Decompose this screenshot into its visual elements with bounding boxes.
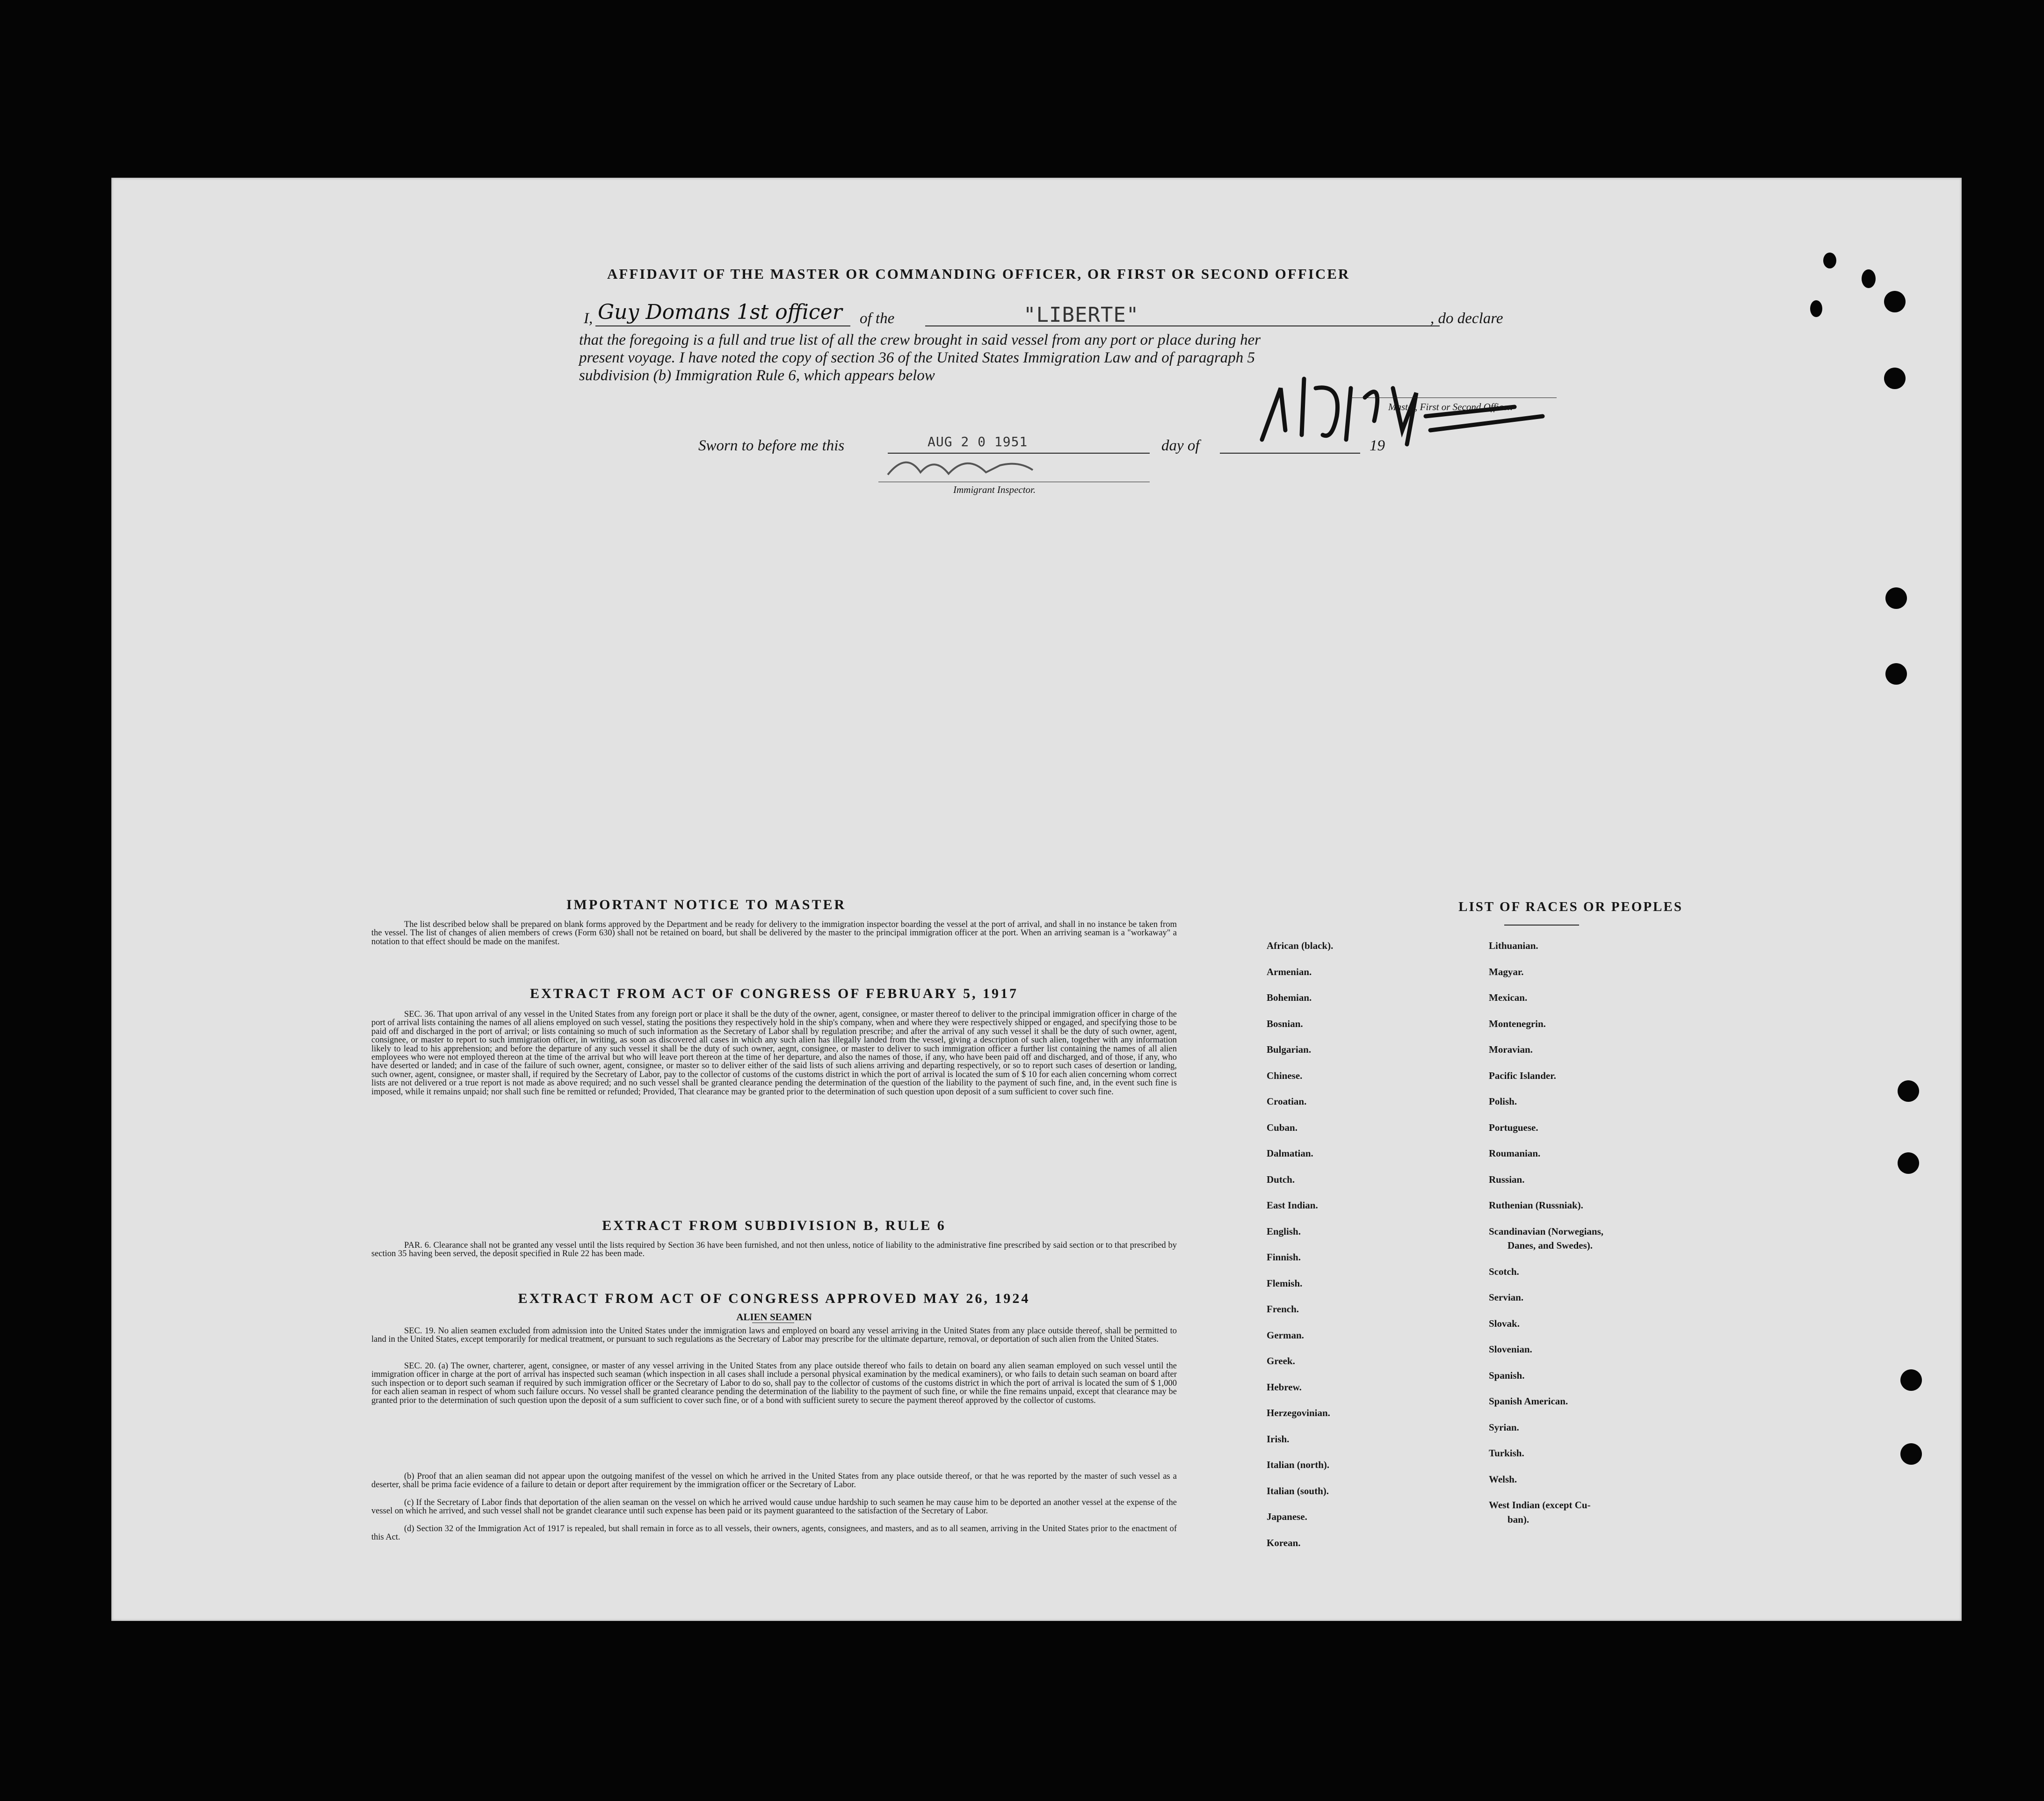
- extract-rule6-title: EXTRACT FROM SUBDIVISION B, RULE 6: [602, 1218, 946, 1233]
- affidavit-line3: present voyage. I have noted the copy of section 36 of the United States Immigration Law and of paragraph 5: [579, 349, 1255, 366]
- binder-hole: [1885, 587, 1907, 609]
- race-item: Korean.: [1267, 1537, 1301, 1548]
- sworn-prefix: Sworn to before me this: [698, 437, 845, 454]
- extract-1917-title: EXTRACT FROM ACT OF CONGRESS OF FEBRUARY 5, 1917: [529, 986, 1019, 1001]
- race-item: Spanish American.: [1489, 1396, 1568, 1407]
- race-item: French.: [1267, 1303, 1299, 1315]
- race-item: Herzegovinian.: [1267, 1407, 1330, 1418]
- race-item: Irish.: [1267, 1433, 1290, 1445]
- officer-name-handwritten: Guy Domans 1st officer: [598, 300, 842, 324]
- race-item: Armenian.: [1267, 966, 1312, 977]
- binder-hole: [1884, 291, 1906, 312]
- race-item: Polish.: [1489, 1096, 1517, 1107]
- race-item: Welsh.: [1489, 1473, 1517, 1485]
- race-item: Scotch.: [1489, 1266, 1519, 1277]
- officer-name-line: [595, 325, 850, 326]
- race-item: Ruthenian (Russniak).: [1489, 1200, 1583, 1211]
- race-item: Japanese.: [1267, 1511, 1307, 1522]
- race-item: Cuban.: [1267, 1121, 1297, 1133]
- affidavit-line1-prefix: I,: [584, 310, 593, 327]
- race-item: Russian.: [1489, 1173, 1525, 1185]
- race-item: Dalmatian.: [1267, 1148, 1313, 1159]
- extract-1924-title: EXTRACT FROM ACT OF CONGRESS APPROVED MAY 26, 1924: [518, 1291, 1030, 1306]
- race-item: Mexican.: [1489, 992, 1528, 1003]
- race-item: Flemish.: [1267, 1277, 1303, 1289]
- notice-body: The list described below shall be prepared on blank forms approved by the Department and be ready for delivery to the immigration inspector boarding the vessel at the port of arrival, and shall in no instance be taken from the vessel. The list of changes of alien members of crews (Form 630) shall not be retained on board, but shall be delivered by the master to the principal immigration officer at the port. When an arriving seaman is a "workaway" a notation to that effect should be made on the manifest.: [371, 920, 1177, 947]
- race-item: ban).: [1508, 1513, 1529, 1525]
- binder-hole: [1898, 1080, 1919, 1102]
- extract-1924-sec20c: (c) If the Secretary of Labor finds that deportation of the alien seaman on the vessel on which he arrived would cause undue hardship to such seamen he may cause him to be deported an another vessel at the expense of the vessel on which he arrived, and such vessel shall not be grandet clearance until such expense has been paid or its payment guaranteed to the satisfaction of the Secretary of Labor.: [371, 1498, 1177, 1516]
- race-item: Pacific Islander.: [1489, 1070, 1556, 1081]
- race-item: Hebrew.: [1267, 1381, 1302, 1393]
- race-item: Danes, and Swedes).: [1508, 1240, 1593, 1251]
- extract-1924-sec20d: (d) Section 32 of the Immigration Act of 1917 is repealed, but shall remain in force as to all vessels, their owners, agents, consignees, and masters, and as to all seamen, arriving in the United States prior to the enactment of this Act.: [371, 1524, 1177, 1542]
- sworn-date-stamp: AUG 2 0 1951: [928, 434, 1028, 449]
- race-item: German.: [1267, 1329, 1304, 1341]
- vessel-name: "LIBERTE": [1023, 303, 1139, 327]
- race-item: Spanish.: [1489, 1369, 1525, 1381]
- affidavit-line4: subdivision (b) Immigration Rule 6, which appears below: [579, 367, 935, 384]
- races-right-column: [1489, 940, 1603, 1540]
- binder-hole: [1823, 253, 1836, 268]
- binder-hole: [1810, 300, 1822, 317]
- race-item: Portuguese.: [1489, 1121, 1538, 1133]
- extract-rule6-body: PAR. 6. Clearance shall not be granted any vessel until the lists required by Section 36 have been furnished, and not then unless, notice of liability to the administrative fine prescribed by said section or to that prescribed by section 35 having been served, the deposit specified in Rule 22 has been made.: [371, 1241, 1177, 1259]
- races-left-column: [1267, 940, 1333, 1563]
- binder-hole: [1885, 663, 1907, 685]
- race-item: Montenegrin.: [1489, 1018, 1546, 1029]
- affidavit-line2: that the foregoing is a full and true list of all the crew brought in said vessel from any port or place during her: [579, 332, 1261, 348]
- binder-hole: [1898, 1152, 1919, 1174]
- race-item: East Indian.: [1267, 1200, 1318, 1211]
- sworn-month-line: [1220, 453, 1360, 454]
- race-item: African (black).: [1267, 940, 1334, 951]
- affidavit-of-the: of the: [860, 310, 895, 327]
- document-page: [111, 178, 1962, 1621]
- vessel-name-line: [925, 325, 1440, 326]
- extract-1924-sec19: SEC. 19. No alien seamen excluded from admission into the United States under the immigration laws and employed on board any vessel arriving in the United States from any place outside thereof, shall be permitted to land in the United States, except temporarily for medical treatment, or pursuant to such regulations as the Secretary of Labor may prescribe for the ultimate departure, removal, or deportation of such alien from the United States.: [371, 1326, 1177, 1345]
- binder-hole: [1884, 368, 1906, 389]
- extract-1917-body: SEC. 36. That upon arrival of any vessel in the United States from any foreign port or place it shall be the duty of the owner, agent, consignee, or master thereof to deliver to the principal immigration officer in charge of the port of arrival lists containing the names of all aliens employed on such vessel, stating the positions they respectively hold in the ship's company, when and where they were respectively shipped or engaged, and specifying those to be paid off and discharged in the port of arrival; or lists containing so much of such information as the Secretary of Labor shall by regulation prescribe; and after the arrival of any such vessel it shall be the duty of such owner, agent, consignee, or master to report to such immigration officer, in writing, as soon as discovered all cases in which any such alien has illegally landed from the vessel, giving a description of such alien, together with any information likely to lead to his apprehension; and before the departure of any such vessel it shall be the duty of such owner, aegnt, consignee, or master to deliver to such immigration officer a further list containing the names of all alien employees who were not employed thereon at the time of the arrival but who will leave port thereon at the time of her departure, and also the names of those, if any, who have been paid off and discharged, and of those, if any, who have deserted or landed; and in case of the failure of such owner, agent, consignee, or master so to deliver either of the said lists of such aliens arriving and departing respectively, or so to report such cases of desertion or landing, such owner, agent, consignee, or master shall, if required by the Secretary of Labor, pay to the collector of customs of the customs district in which the port of arrival is located the sum of $ 10 for each alien concerning whom correct lists are not delivered or a true report is not made as above required; and no such vessel shall be granted clearance pending the determination of the question of the liability to the payment of such fine, and, in the event such fine is imposed, while it remains unpaid; nor shall such fine be remitted or refunded; Provided, That clearance may be granted prior to the determination of such question upon deposit of a sum sufficient to cover such fine.: [371, 1010, 1177, 1097]
- race-item: Dutch.: [1267, 1173, 1295, 1185]
- extract-1924-subtitle: ALIEN SEAMEN: [736, 1311, 812, 1323]
- race-item: Croatian.: [1267, 1096, 1307, 1107]
- sworn-year: 19: [1370, 437, 1385, 454]
- race-item: Slovak.: [1489, 1317, 1520, 1329]
- race-item: Magyar.: [1489, 966, 1524, 977]
- race-item: West Indian (except Cu-: [1489, 1499, 1591, 1511]
- inspector-caption: Immigrant Inspector.: [953, 484, 1036, 495]
- race-item: Italian (south).: [1267, 1485, 1329, 1497]
- notice-title: IMPORTANT NOTICE TO MASTER: [566, 897, 847, 912]
- race-item: Greek.: [1267, 1355, 1295, 1367]
- race-item: Finnish.: [1267, 1251, 1301, 1263]
- race-item: Servian.: [1489, 1292, 1524, 1303]
- binder-hole: [1900, 1369, 1922, 1391]
- race-item: Scandinavian (Norwegians,: [1489, 1225, 1604, 1237]
- race-item: English.: [1267, 1225, 1301, 1237]
- races-title-rule: [1504, 925, 1579, 926]
- race-item: Bosnian.: [1267, 1018, 1303, 1029]
- race-item: Roumanian.: [1489, 1148, 1541, 1159]
- inspector-signature: [878, 447, 1075, 484]
- race-item: Slovenian.: [1489, 1344, 1532, 1355]
- race-item: Bohemian.: [1267, 992, 1312, 1003]
- affidavit-title: AFFIDAVIT OF THE MASTER OR COMMANDING OFFICER, OR FIRST OR SECOND OFFICER: [607, 266, 1350, 282]
- race-item: Turkish.: [1489, 1447, 1524, 1459]
- binder-hole: [1862, 269, 1876, 288]
- affidavit-line1-suffix: , do declare: [1430, 310, 1503, 327]
- races-title: LIST OF RACES OR PEOPLES: [1458, 899, 1683, 914]
- extract-1924-sec20a: SEC. 20. (a) The owner, charterer, agent, consignee, or master of any vessel arriving in the United States from any place outside thereof who fails to detain on board any alien seaman employed on such vessel until the immigration officer in charge at the port of arrival has inspected such seaman (which inspection in all cases shall include a personal physical examination by the medical examiners), or who fails to detain such seaman on board after such inspection or to deport such seaman if required by such immigration officer or the Secretary of Labor to do so, shall pay to the collector of customs of the customs district in which the port of arrival is located the sum of $ 1,000 for each alien seaman in respect of whom such failure occurs. No vessel shall be granted clearance pending the determination of the liability to the payment of such fine, or while the fine remains unpaid, except that clearance may be granted prior to the determination of such question upon the deposit of a sum sufficient to cover such fine, or of a bond with sufficient surety to secure the payment thereof approved by the collector of customs.: [371, 1361, 1177, 1405]
- sworn-day-of: day of: [1161, 437, 1200, 454]
- race-item: Moravian.: [1489, 1044, 1533, 1055]
- extract-1924-sec20b: (b) Proof that an alien seaman did not appear upon the outgoing manifest of the vessel on which he arrived in the United States from any place outside thereof, or that he was reported by the master of such vessel as a deserter, shall be prima facie evidence of a failure to detain or deport after requirement by the immigration officer or the Secretary of Labor.: [371, 1472, 1177, 1490]
- officer-caption: Master, First or Second Officer.: [1388, 401, 1513, 412]
- race-item: Chinese.: [1267, 1070, 1303, 1081]
- race-item: Italian (north).: [1267, 1459, 1330, 1470]
- race-item: Bulgarian.: [1267, 1044, 1312, 1055]
- binder-hole: [1900, 1443, 1922, 1465]
- race-item: Syrian.: [1489, 1421, 1519, 1433]
- race-item: Lithuanian.: [1489, 940, 1538, 951]
